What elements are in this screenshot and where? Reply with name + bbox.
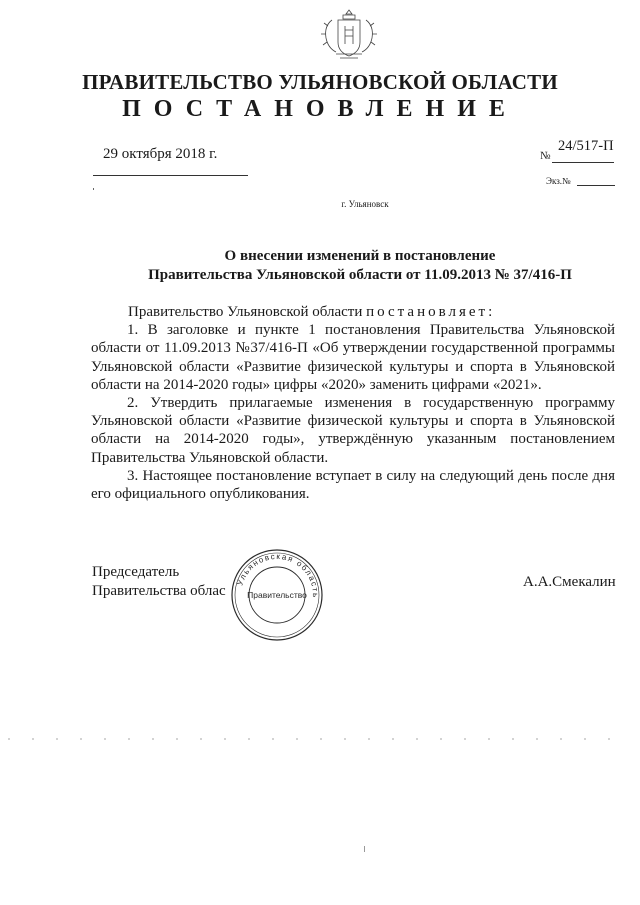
stamp-ring-text: Ульяновская область — [235, 551, 321, 599]
scan-mark — [93, 188, 94, 190]
copy-number-underline — [577, 185, 615, 186]
document-title — [80, 247, 640, 285]
title-line-2: Правительства Ульяновской области от 11.09.2013 № 37/416-П — [148, 267, 572, 283]
coat-of-arms-emblem — [318, 6, 380, 64]
organization-name: ПРАВИТЕЛЬСТВО УЛЬЯНОВСКОЙ ОБЛАСТИ — [82, 70, 558, 94]
official-stamp — [229, 548, 325, 642]
document-type: ПОСТАНОВЛЕНИЕ — [122, 96, 518, 122]
number-prefix: № — [540, 150, 551, 162]
intro-verb: постановляет: — [366, 304, 496, 320]
number-underline — [552, 162, 614, 163]
document-number: 24/517-П — [558, 138, 614, 154]
signatory-name: А.А.Смекалин — [523, 574, 616, 590]
intro-subject: Правительство Ульяновской области — [128, 304, 363, 320]
city: г. Ульяновск — [341, 199, 389, 209]
intro-paragraph — [91, 303, 615, 321]
paragraph-3: 3. Настоящее постановление вступает в силу на следующий день после дня его официального опубликования. — [91, 467, 615, 503]
date-underline — [93, 175, 248, 176]
title-line-1: О внесении изменений в постановление — [224, 248, 496, 264]
scan-dash-line — [0, 735, 640, 743]
document-date: 29 октября 2018 г. — [103, 146, 218, 162]
stamp-center-text: Правительство — [247, 590, 307, 600]
copy-number-label: Экз.№ — [546, 176, 571, 186]
scan-mark-lower — [364, 846, 365, 852]
position-line-2: Правительства облас — [92, 583, 226, 599]
position-line-1: Председатель — [92, 564, 180, 580]
signatory-position — [92, 563, 226, 601]
paragraph-1: 1. В заголовке и пункте 1 постановления Правительства Ульяновской области от 11.09.2013 №37/416-П «Об утверждении государственной программы Ульяновской области «Развитие физической культуры и спорта в Ульяновской области на 2014-2020 годы» цифры «2020» заменить цифрами «2021». — [91, 322, 615, 393]
document-body — [91, 303, 615, 503]
paragraph-2: 2. Утвердить прилагаемые изменения в государственную программу Ульяновской области «Развитие физической культуры и спорта в Ульяновской области на 2014-2020 годы», утверждённую указанным постановлением Правительства Ульяновской области. — [91, 395, 615, 466]
